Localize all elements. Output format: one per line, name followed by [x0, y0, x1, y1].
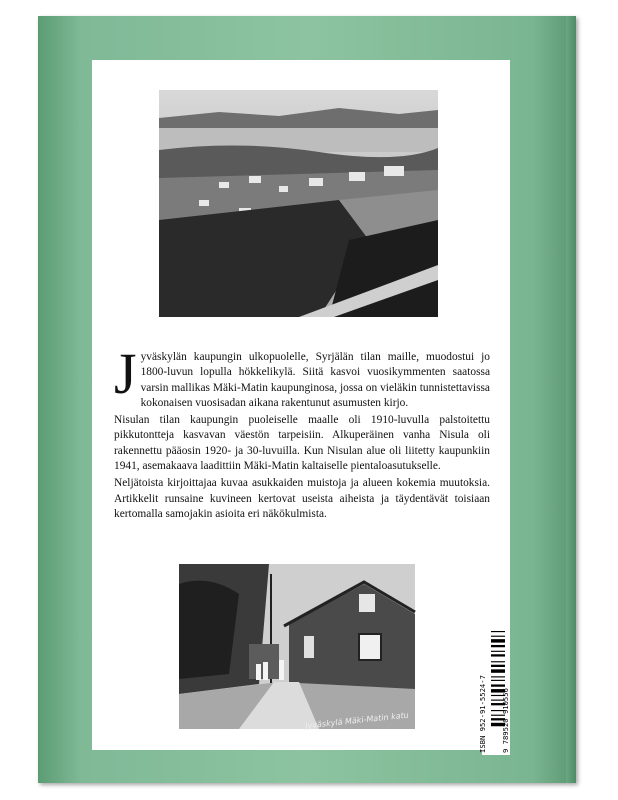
blurb-paragraph-3: Neljätoista kirjoittajaa kuvaa asukkaiden muistoja ja alueen kokemia muutoksia. Artikkelit runsaine kuvineen kertovat useista aiheista ja täydentävät toisiaan kertomalla samojakin asioita eri näkökulmista.: [114, 477, 490, 520]
white-panel: [92, 60, 510, 753]
barcode-icon: [478, 625, 510, 755]
blurb-paragraph-1: [114, 341, 490, 411]
blurb-text: [114, 341, 490, 524]
barcode-digits: 9 789520 910556: [501, 688, 510, 753]
photo-caption: Jyväskylä Mäki-Matin katu: [304, 710, 410, 731]
blurb-paragraph-2: Nisulan tilan kaupungin puoleiselle maalle oli 1910-luvulla palstoitettu pikkutontteja kasvavan väestön tarpeisiin. Alkuperäinen vanha Nisula oli rakennettu pääosin 1920- ja 30-luvuilla. Kun Nisulan alue oli liitetty kaupunkiin 1941, asemakaava laadittiin Mäki-Matin kaltaiselle pientaloasutukselle.: [114, 414, 490, 473]
book-back-cover: [38, 16, 576, 783]
cover-edge: [566, 16, 576, 783]
paragraph-1-text: yväskylän kaupungin ulkopuolelle, Syrjälän tilan maille, muodostui jo 1800-luvun lopulla hökkelikylä. Siitä kasvoi vuosikymmenten saatossa varsin mallikas Mäki-Matin kaupunginosa, jossa on vieläkin tunnistettavissa kokonaisen vuosisadan aikana rakentunut asumusten kirjo.: [140, 351, 490, 409]
aerial-photo: [159, 90, 438, 317]
isbn-text: ISBN 952-91-5524-7: [478, 675, 487, 753]
drop-cap: J: [114, 341, 137, 406]
street-photo: [179, 564, 415, 729]
